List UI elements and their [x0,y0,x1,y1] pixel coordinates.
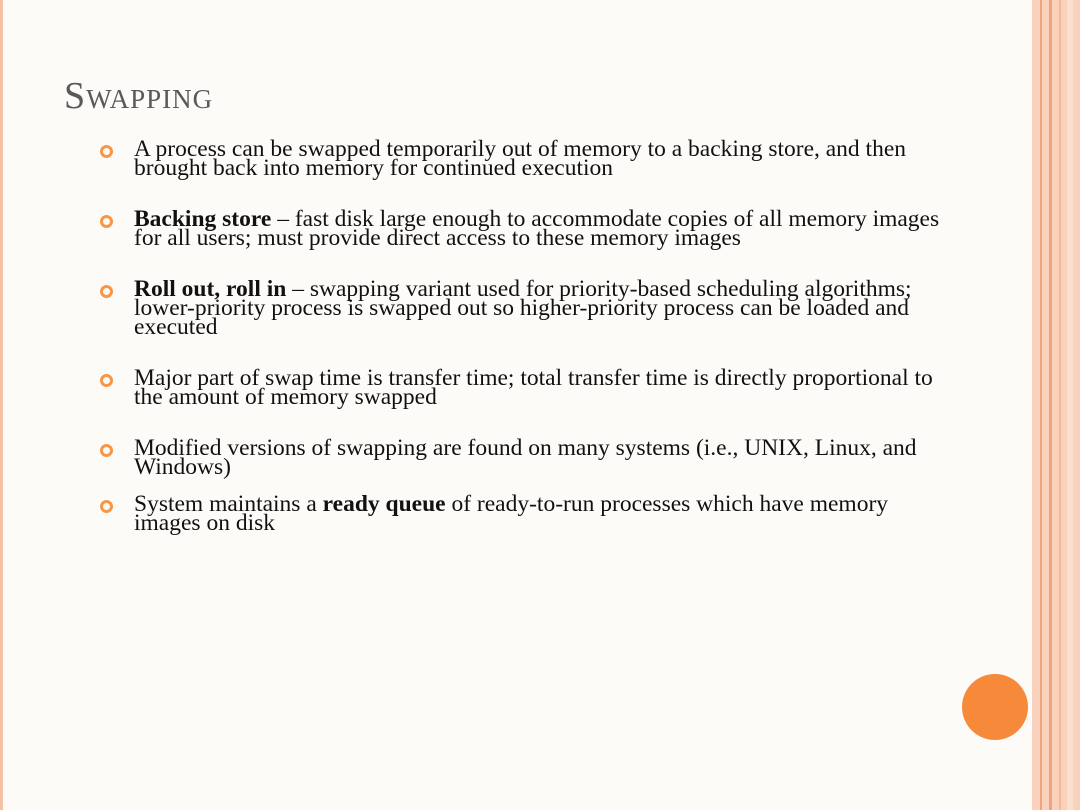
bullet-text: of ready-to-run processes which have memory images on disk [134,491,889,536]
border-stripe [1067,0,1073,810]
bullet-list [100,136,940,536]
right-border-decoration [1032,0,1080,810]
bullet-text: – swapping variant used for priority-based scheduling algorithms; lower-priority process is swapped out so higher-priority process can be loaded and executed [134,276,912,340]
bullet-circle-icon [100,145,113,158]
bullet-circle-icon [100,374,113,387]
bullet-item [100,136,940,181]
bullet-text: – fast disk large enough to accommodate copies of all memory images for all users; must provide direct access to these memory images [134,206,940,251]
bullet-item [100,365,940,410]
bullet-term: Backing store [134,206,272,232]
bullet-item [100,435,940,480]
bullet-circle-icon [100,444,113,457]
bullet-text: Modified versions of swapping are found on many systems (i.e., UNIX, Linux, and Windows) [134,435,917,480]
bullet-text-pre: System maintains a [134,491,323,517]
bullet-circle-icon [100,500,113,513]
bullet-text: A process can be swapped temporarily out of memory to a backing store, and then brought back into memory for continued execution [134,136,907,181]
border-stripe [1049,0,1052,810]
bullet-item [100,276,940,340]
left-border-stripe [0,0,3,810]
bullet-term: ready queue [322,491,446,517]
bullet-item [100,491,940,536]
bullet-circle-icon [100,285,113,298]
slide-title: Swapping [64,75,214,117]
bullet-text: Major part of swap time is transfer time; total transfer time is directly proportional to the amount of memory swapped [134,365,933,410]
bullet-item [100,206,940,251]
bullet-term: Roll out, roll in [134,276,287,302]
border-stripe [1040,0,1042,810]
decorative-orange-circle [962,674,1028,740]
border-stripe [1059,0,1061,810]
bullet-circle-icon [100,215,113,228]
